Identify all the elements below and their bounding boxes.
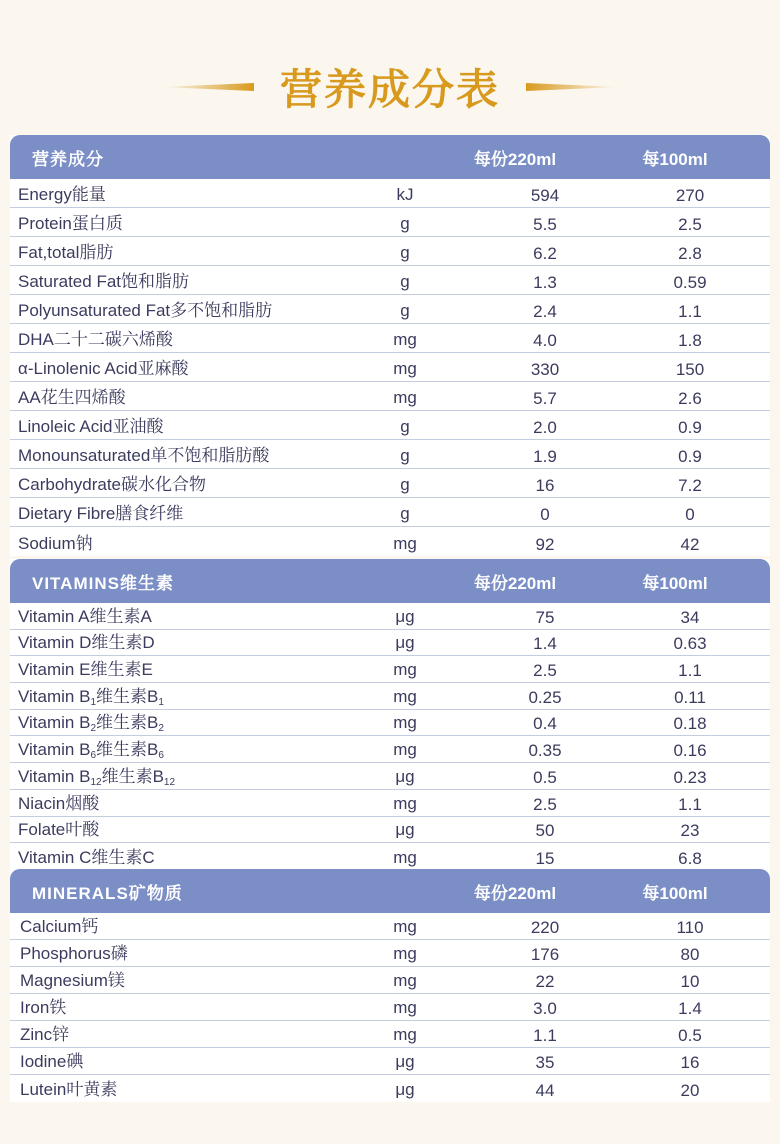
section-vitamins: [10, 559, 770, 870]
value-per-100ml: 0.9: [678, 447, 702, 466]
nutrient-unit: μg: [395, 1080, 415, 1099]
table-row: [10, 683, 770, 710]
section-title: 营养成分: [32, 149, 104, 169]
value-per-100ml: 0.23: [673, 767, 707, 787]
table-row: [10, 382, 770, 411]
value-per-serving: 2.5: [533, 661, 557, 681]
nutrient-unit: g: [400, 214, 410, 233]
value-per-100ml: 0: [685, 505, 695, 524]
nutrient-name-cn: 维生素B: [96, 686, 159, 706]
table-row: [10, 710, 770, 737]
nutrient-subscript: 1: [158, 696, 164, 708]
value-per-serving: 15: [535, 848, 555, 868]
value-per-100ml: 270: [675, 186, 705, 205]
value-per-serving: 1.9: [533, 447, 557, 466]
value-per-serving: 330: [530, 360, 560, 379]
nutrient-unit: mg: [393, 660, 417, 680]
nutrient-name: [10, 735, 340, 762]
section-header: [10, 559, 770, 603]
value-per-serving: 6.2: [533, 244, 557, 263]
nutrient-name: Folate叶酸: [18, 820, 100, 840]
nutrient-subscript: 6: [158, 750, 164, 762]
table-row: [10, 324, 770, 353]
nutrient-subscript: 2: [158, 723, 164, 735]
nutrient-name: Vitamin D维生素D: [18, 633, 155, 653]
nutrient-unit: mg: [393, 917, 417, 936]
table-row: [10, 469, 770, 498]
nutrient-unit: mg: [393, 998, 417, 1017]
table-row: [10, 843, 770, 870]
value-per-serving: 1.4: [533, 634, 557, 654]
table-body: [10, 179, 770, 556]
value-per-100ml: 1.1: [678, 661, 702, 681]
table-row: [10, 994, 770, 1021]
value-per-serving: 22: [535, 972, 555, 991]
value-per-serving: 2.0: [533, 418, 557, 437]
table-row: [10, 527, 770, 556]
value-per-serving: 0: [540, 505, 550, 524]
nutrient-name: Vitamin A维生素A: [18, 606, 152, 626]
nutrient-name: [10, 708, 340, 735]
value-per-100ml: 150: [675, 360, 705, 379]
value-per-serving: 220: [530, 918, 560, 937]
value-per-100ml: 110: [676, 918, 704, 937]
value-per-serving: 5.7: [533, 389, 557, 408]
table-body: [10, 603, 770, 870]
table-body: [10, 913, 770, 1102]
value-per-serving: 16: [535, 476, 555, 495]
nutrient-unit: mg: [393, 847, 417, 867]
nutrient-unit: mg: [393, 971, 417, 990]
value-per-100ml: 1.1: [678, 794, 702, 814]
value-per-serving: 35: [535, 1053, 555, 1072]
table-row: [10, 1075, 770, 1102]
nutrient-unit: μg: [395, 766, 415, 786]
section-title: VITAMINS维生素: [32, 573, 174, 593]
value-per-100ml: 0.63: [673, 634, 707, 654]
title-bar: [0, 52, 780, 122]
nutrient-unit: μg: [395, 1052, 415, 1071]
value-per-100ml: 2.5: [678, 215, 702, 234]
value-per-serving: 44: [535, 1081, 555, 1100]
value-per-100ml: 0.59: [673, 273, 707, 292]
value-per-serving: 3.0: [533, 999, 557, 1018]
nutrient-name-part: Vitamin B: [18, 766, 91, 786]
table-row: [10, 967, 770, 994]
value-per-100ml: 34: [680, 607, 700, 627]
nutrient-name: α-Linolenic Acid亚麻酸: [18, 359, 189, 378]
table-row: [10, 817, 770, 844]
nutrient-name-part: Vitamin B: [18, 686, 91, 706]
nutrient-subscript: 2: [90, 723, 97, 735]
table-row: [10, 1021, 770, 1048]
nutrient-name: Dietary Fibre膳食纤维: [18, 504, 184, 523]
nutrient-name: [10, 682, 340, 709]
nutrient-name-cn: 维生素B: [96, 713, 159, 733]
table-row: [10, 208, 770, 237]
nutrient-name-cn: 维生素B: [96, 740, 159, 760]
value-per-100ml: 0.9: [678, 418, 702, 437]
nutrient-subscript: 12: [163, 776, 176, 788]
nutrient-unit: mg: [393, 793, 417, 813]
column-header-per-serving: 每份220ml: [473, 883, 557, 903]
section-header: [10, 135, 770, 179]
nutrient-unit: mg: [393, 388, 417, 407]
nutrient-name: Protein蛋白质: [18, 214, 123, 233]
column-header-per-serving: 每份220ml: [473, 149, 557, 169]
value-per-serving: 0.4: [533, 714, 557, 734]
section-title: MINERALS矿物质: [32, 883, 183, 903]
value-per-100ml: 2.6: [678, 389, 702, 408]
nutrient-unit: mg: [393, 686, 417, 706]
nutrient-name: Monounsaturated单不饱和脂肪酸: [18, 446, 270, 465]
table-row: [10, 498, 770, 527]
title-left-ornament: [162, 83, 254, 91]
value-per-100ml: 42: [680, 535, 700, 554]
nutrient-name: Niacin烟酸: [18, 793, 100, 813]
nutrient-name: Iron铁: [20, 998, 67, 1017]
nutrient-unit: mg: [393, 740, 417, 760]
nutrient-name: Magnesium镁: [20, 971, 125, 990]
value-per-serving: 5.5: [533, 215, 557, 234]
column-header-per-100ml: 每100ml: [642, 573, 708, 593]
value-per-serving: 0.5: [533, 767, 557, 787]
nutrient-name: Phosphorus磷: [20, 944, 128, 963]
value-per-100ml: 80: [680, 945, 700, 964]
nutrient-subscript: 12: [90, 776, 102, 788]
nutrient-name-part: Vitamin B: [18, 713, 91, 733]
nutrient-unit: μg: [395, 820, 415, 840]
value-per-100ml: 20: [680, 1081, 700, 1100]
nutrient-unit: μg: [395, 606, 415, 626]
nutrient-name-cn: 维生素B: [101, 766, 164, 786]
value-per-serving: 594: [530, 186, 560, 205]
value-per-serving: 92: [535, 535, 555, 554]
nutrient-name: Polyunsaturated Fat多不饱和脂肪: [18, 301, 273, 320]
nutrient-subscript: 6: [90, 750, 97, 762]
section-nutrition: [10, 135, 770, 556]
nutrient-unit: g: [400, 446, 410, 465]
nutrient-name: Calcium钙: [20, 917, 99, 936]
nutrient-name: Energy能量: [18, 185, 106, 204]
value-per-serving: 4.0: [533, 331, 557, 350]
value-per-serving: 1.3: [533, 273, 557, 292]
nutrient-unit: g: [400, 272, 410, 291]
value-per-100ml: 0.11: [674, 687, 706, 707]
table-row: [10, 763, 770, 790]
table-row: [10, 179, 770, 208]
nutrient-name: Linoleic Acid亚油酸: [18, 417, 164, 436]
nutrient-name: Zinc锌: [20, 1025, 70, 1044]
title-right-ornament: [526, 83, 618, 91]
nutrient-name: Saturated Fat饱和脂肪: [18, 272, 190, 291]
column-header-per-100ml: 每100ml: [642, 883, 708, 903]
nutrient-name: Lutein叶黄素: [20, 1080, 118, 1099]
nutrient-unit: mg: [393, 330, 417, 349]
table-row: [10, 630, 770, 657]
nutrient-unit: g: [400, 475, 410, 494]
value-per-100ml: 1.4: [678, 999, 702, 1018]
nutrient-name-part: Vitamin B: [18, 740, 91, 760]
nutrient-name: Sodium钠: [18, 534, 93, 553]
value-per-100ml: 6.8: [678, 848, 702, 868]
nutrient-name: [10, 762, 340, 789]
nutrient-unit: g: [400, 301, 410, 320]
table-row: [10, 295, 770, 324]
value-per-serving: 2.4: [533, 302, 557, 321]
page-title: 营养成分表: [279, 65, 500, 114]
value-per-100ml: 23: [680, 821, 700, 841]
section-header: [10, 869, 770, 913]
table-row: [10, 440, 770, 469]
value-per-100ml: 10: [680, 972, 700, 991]
table-row: [10, 1048, 770, 1075]
table-row: [10, 913, 770, 940]
nutrient-unit: mg: [393, 713, 417, 733]
table-row: [10, 656, 770, 683]
value-per-100ml: 0.18: [673, 714, 707, 734]
nutrient-name: DHA二十二碳六烯酸: [18, 330, 173, 349]
nutrient-unit: mg: [393, 534, 417, 553]
value-per-serving: 0.25: [528, 687, 562, 707]
value-per-100ml: 16: [680, 1053, 700, 1072]
section-minerals: [10, 869, 770, 1102]
nutrient-name: Vitamin E维生素E: [18, 660, 153, 680]
nutrient-unit: mg: [393, 1025, 417, 1044]
nutrient-unit: mg: [393, 944, 417, 963]
nutrient-unit: μg: [395, 633, 415, 653]
value-per-serving: 0.35: [528, 741, 562, 761]
value-per-100ml: 1.1: [678, 302, 702, 321]
table-row: [10, 736, 770, 763]
nutrient-unit: kJ: [396, 185, 414, 204]
value-per-100ml: 1.8: [678, 331, 702, 350]
value-per-serving: 176: [530, 945, 560, 964]
value-per-100ml: 2.8: [678, 244, 702, 263]
column-header-per-100ml: 每100ml: [642, 149, 708, 169]
nutrient-subscript: 1: [90, 696, 97, 708]
nutrient-name: Carbohydrate碳水化合物: [18, 475, 207, 494]
value-per-serving: 75: [535, 607, 555, 627]
nutrient-unit: mg: [393, 359, 417, 378]
nutrient-unit: g: [400, 243, 410, 262]
nutrient-name: Iodine碘: [20, 1052, 84, 1071]
nutrient-unit: g: [400, 504, 410, 523]
nutrient-unit: g: [400, 417, 410, 436]
value-per-serving: 2.5: [533, 794, 557, 814]
value-per-100ml: 0.16: [673, 741, 707, 761]
nutrient-name: Vitamin C维生素C: [18, 847, 155, 867]
value-per-100ml: 7.2: [678, 476, 702, 495]
table-row: [10, 603, 770, 630]
value-per-serving: 1.1: [533, 1026, 557, 1045]
table-row: [10, 411, 770, 440]
value-per-100ml: 0.5: [678, 1026, 702, 1045]
nutrient-name: AA花生四烯酸: [18, 388, 126, 407]
value-per-serving: 50: [535, 821, 555, 841]
table-row: [10, 266, 770, 295]
column-header-per-serving: 每份220ml: [473, 573, 557, 593]
table-row: [10, 237, 770, 266]
table-row: [10, 940, 770, 967]
table-row: [10, 790, 770, 817]
nutrient-name: Fat,total脂肪: [18, 243, 114, 262]
table-row: [10, 353, 770, 382]
